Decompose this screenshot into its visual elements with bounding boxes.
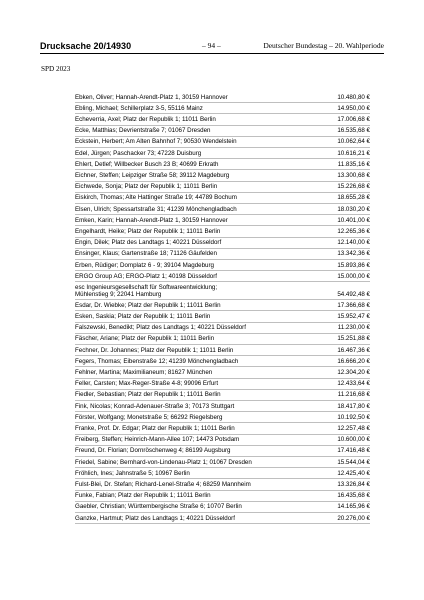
donation-row xyxy=(75,282,370,300)
donation-row xyxy=(75,260,370,271)
donation-amount: 12.257,48 € xyxy=(337,424,370,432)
donor-name-address: Förster, Wolfgang; Monetstraße 5; 66292 Riegelsberg xyxy=(75,413,223,421)
donation-amount: 10.062,64 € xyxy=(337,138,370,146)
donation-amount: 17.366,68 € xyxy=(337,301,370,309)
donor-name-address: Fehlner, Martina; Maximilianeum; 81627 München xyxy=(75,368,213,376)
donor-name-address: Feller, Carsten; Max-Reger-Straße 4-8; 99096 Erfurt xyxy=(75,380,219,388)
donor-name-address: Freiberg, Steffen; Heinrich-Mann-Allee 107; 14473 Potsdam xyxy=(75,436,240,444)
donor-name-address: Engelhardt, Heike; Platz der Republik 1; 11011 Berlin xyxy=(75,227,221,235)
donation-amount: 15.251,88 € xyxy=(337,335,370,343)
donation-amount: 12.140,00 € xyxy=(337,239,370,247)
donation-amount: 14.950,00 € xyxy=(337,104,370,112)
page-header xyxy=(40,40,384,52)
donor-name-address: Esken, Saskia; Platz der Republik 1; 11011 Berlin xyxy=(75,312,211,320)
donation-row xyxy=(75,457,370,468)
donor-name-address: Franke, Prof. Dr. Edgar; Platz der Republik 1; 11011 Berlin xyxy=(75,424,235,432)
donation-row xyxy=(75,137,370,148)
donor-name-address: Emken, Karin; Hannah-Arendt-Platz 1, 30159 Hannover xyxy=(75,216,228,224)
donation-amount: 15.893,86 € xyxy=(337,261,370,269)
donation-row xyxy=(75,300,370,311)
donor-name-address: Ehlert, Detlef; Willbecker Busch 23 B; 40699 Erkrath xyxy=(75,160,219,168)
donation-amount: 15.544,04 € xyxy=(337,458,370,466)
donation-amount: 16.535,68 € xyxy=(337,127,370,135)
donation-row xyxy=(75,379,370,390)
donation-row xyxy=(75,114,370,125)
donation-row xyxy=(75,356,370,367)
donation-amount: 12.265,36 € xyxy=(337,227,370,235)
donation-row xyxy=(75,170,370,181)
donation-amount: 18.030,20 € xyxy=(337,205,370,213)
donation-row xyxy=(75,390,370,401)
donation-row xyxy=(75,479,370,490)
donor-name-address: Ecke, Matthias; Devrientstraße 7; 01067 Dresden xyxy=(75,127,211,135)
donor-name-address: Friedel, Sabine; Bernhard-von-Lindenau-Platz 1; 01067 Dresden xyxy=(75,458,252,466)
donation-row xyxy=(75,423,370,434)
donation-amount: 13.342,36 € xyxy=(337,250,370,258)
donation-amount: 10.616,21 € xyxy=(337,149,370,157)
donation-amount: 13.300,68 € xyxy=(337,171,370,179)
page-number: – 94 – xyxy=(202,41,221,50)
donation-amount: 16.467,36 € xyxy=(337,346,370,354)
donor-name-address: Fechner, Dr. Johannes; Platz der Republik 1; 11011 Berlin xyxy=(75,346,234,354)
donation-amount: 54.492,48 € xyxy=(337,290,370,298)
donation-amount: 17.006,68 € xyxy=(337,115,370,123)
donation-amount: 12.425,40 € xyxy=(337,469,370,477)
donation-row xyxy=(75,103,370,114)
donor-name-address: Gaebler, Christian; Württembergische Straße 6; 10707 Berlin xyxy=(75,503,242,511)
donation-amount: 16.666,20 € xyxy=(337,357,370,365)
donation-amount: 13.326,84 € xyxy=(337,480,370,488)
donation-row xyxy=(75,513,370,524)
donor-name-address: Fulst-Blei, Dr. Stefan; Richard-Lenel-Straße 4; 68259 Mannheim xyxy=(75,480,251,488)
donor-name-address: Fröhlich, Ines; Jahnstraße 5; 10967 Berlin xyxy=(75,469,190,477)
donor-name-address: Fegers, Thomas; Eibenstraße 12; 41239 Mönchengladbach xyxy=(75,357,239,365)
donation-amount: 20.276,00 € xyxy=(337,514,370,522)
donation-amount: 18.417,80 € xyxy=(337,402,370,410)
donor-name-address: esc Ingenieursgesellschaft für Softwareentwicklung; Mühlenstieg 9; 22041 Hamburg xyxy=(75,283,218,298)
donation-amount: 12.433,64 € xyxy=(337,380,370,388)
parliament-period: Deutscher Bundestag – 20. Wahlperiode xyxy=(263,41,384,50)
donation-amount: 10.600,00 € xyxy=(337,436,370,444)
donor-name-address: Fäscher, Ariane; Platz der Republik 1; 11011 Berlin xyxy=(75,335,215,343)
donation-row xyxy=(75,323,370,334)
donation-row xyxy=(75,435,370,446)
donation-amount: 14.165,96 € xyxy=(337,503,370,511)
donor-name-address: Fink, Nicolas; Konrad-Adenauer-Straße 3; 70173 Stuttgart xyxy=(75,402,235,410)
donor-name-address: Echeverria, Axel; Platz der Republik 1; 11011 Berlin xyxy=(75,115,216,123)
donation-list xyxy=(75,92,370,524)
donation-amount: 17.416,48 € xyxy=(337,447,370,455)
donation-row xyxy=(75,148,370,159)
donation-row xyxy=(75,446,370,457)
donor-name-address: Erben, Rüdiger; Domplatz 6 - 9; 39104 Magdeburg xyxy=(75,261,214,269)
donor-name-address: Freund, Dr. Florian; Dornröschenweg 4; 86199 Augsburg xyxy=(75,447,231,455)
donor-name-address: Funke, Fabian; Platz der Republik 1; 11011 Berlin xyxy=(75,492,211,500)
donation-row xyxy=(75,249,370,260)
donation-row xyxy=(75,401,370,412)
donor-name-address: Ensinger, Klaus; Gartenstraße 18; 71126 Gäufelden xyxy=(75,250,217,258)
donation-amount: 18.655,28 € xyxy=(337,194,370,202)
donor-name-address: Eichner, Steffen; Leipziger Straße 58; 39112 Magdeburg xyxy=(75,171,230,179)
donation-row xyxy=(75,159,370,170)
donation-amount: 11.835,16 € xyxy=(337,160,370,168)
donor-name-address: Ganzke, Hartmut; Platz des Landtags 1; 40221 Düsseldorf xyxy=(75,514,235,522)
donation-row xyxy=(75,92,370,103)
donor-name-address: Fiedler, Sebastian; Platz der Republik 1; 11011 Berlin xyxy=(75,391,221,399)
section-title: SPD 2023 xyxy=(41,65,71,73)
donation-amount: 11.216,68 € xyxy=(337,391,370,399)
donor-name-address: Eiskirch, Thomas; Alte Hattinger Straße 19; 44789 Bochum xyxy=(75,194,237,202)
donation-row xyxy=(75,311,370,322)
document-number: Drucksache 20/14930 xyxy=(40,41,132,51)
donation-row xyxy=(75,204,370,215)
donation-row xyxy=(75,345,370,356)
donor-name-address: Esdar, Dr. Wiebke; Platz der Republik 1; 11011 Berlin xyxy=(75,301,221,309)
donation-amount: 10.192,50 € xyxy=(337,413,370,421)
donation-amount: 12.304,20 € xyxy=(337,368,370,376)
donation-amount: 10.401,00 € xyxy=(337,216,370,224)
donation-row xyxy=(75,412,370,423)
donation-row xyxy=(75,193,370,204)
donation-amount: 16.435,68 € xyxy=(337,492,370,500)
donor-name-address: Eichwede, Sonja; Platz der Republik 1; 11011 Berlin xyxy=(75,183,218,191)
donation-row xyxy=(75,334,370,345)
donor-name-address: Falszewski, Benedikt; Platz des Landtags 1; 40221 Düsseldorf xyxy=(75,324,246,332)
donation-row xyxy=(75,226,370,237)
donation-row xyxy=(75,468,370,479)
donor-name-address: Ebling, Michael; Schillerplatz 3-5, 55116 Mainz xyxy=(75,104,203,112)
donation-amount: 15.000,00 € xyxy=(337,272,370,280)
donation-amount: 15.226,68 € xyxy=(337,183,370,191)
donor-name-address: Engin, Dilek; Platz des Landtags 1; 40221 Düsseldorf xyxy=(75,239,222,247)
donation-row xyxy=(75,502,370,513)
donation-row xyxy=(75,271,370,282)
donation-amount: 10.480,80 € xyxy=(337,93,370,101)
header-divider xyxy=(40,53,384,54)
donor-name-address: Eckstein, Herbert; Am Alten Bahnhof 7; 90530 Wendelstein xyxy=(75,138,237,146)
donor-name-address: Elsen, Ulrich; Spessartstraße 31; 41239 Mönchengladbach xyxy=(75,205,237,213)
donation-row xyxy=(75,182,370,193)
donation-amount: 15.952,47 € xyxy=(337,312,370,320)
donation-row xyxy=(75,126,370,137)
donation-row xyxy=(75,491,370,502)
donor-name-address: Ebken, Oliver; Hannah-Arendt-Platz 1, 30159 Hannover xyxy=(75,93,228,101)
donation-row xyxy=(75,238,370,249)
donation-row xyxy=(75,215,370,226)
donation-amount: 11.230,00 € xyxy=(337,324,370,332)
donation-row xyxy=(75,367,370,378)
donor-name-address: ERGO Group AG; ERGO-Platz 1; 40198 Düsseldorf xyxy=(75,272,218,280)
donor-name-address: Edel, Jürgen; Paschacker 73; 47228 Duisburg xyxy=(75,149,202,157)
